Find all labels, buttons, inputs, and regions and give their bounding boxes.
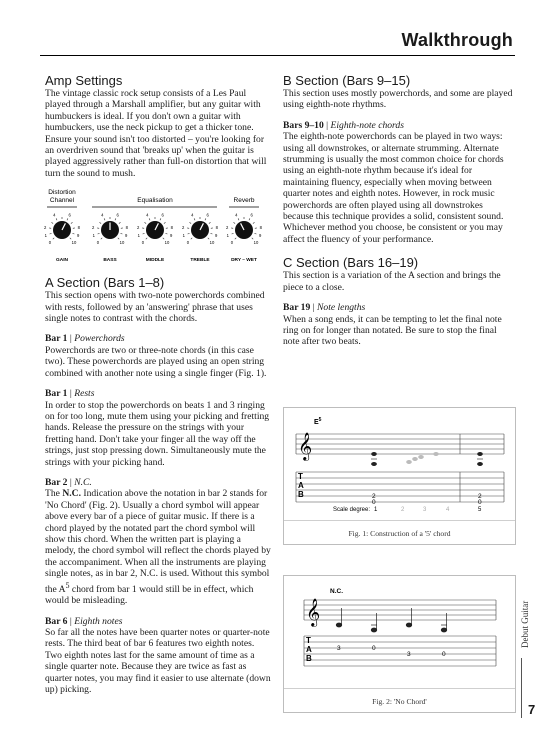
knob-scale-label: 9 <box>169 233 173 239</box>
knob-scale-label: 0 <box>186 240 190 246</box>
fig1-degree-3: 3 <box>423 507 427 513</box>
knob-tick <box>99 223 101 224</box>
bar1-powerchords-text: Powerchords are two or three-note chords (in this case two). These powerchords are played using an open string combined with another note using a single finger (Fig. 1). <box>45 344 267 379</box>
fig1-tab-fret-high-2: 2 <box>478 493 482 500</box>
amp-knob-dry-wet <box>226 213 263 263</box>
side-book-label: Debut Guitar <box>520 600 530 648</box>
fig1-degree-2: 2 <box>401 507 405 513</box>
knob-scale-label: 0 <box>96 240 100 246</box>
knob-tick <box>210 234 212 235</box>
section-c-heading: C Section (Bars 16–19) <box>283 255 419 271</box>
knob-scale-label: 6 <box>68 212 71 218</box>
fig2-tab-letter-t: T <box>306 636 311 645</box>
amp-settings-heading: Amp Settings <box>45 73 123 88</box>
knob-scale-label: 8 <box>215 225 218 231</box>
left-column <box>45 74 271 695</box>
figure-2-no-chord <box>283 575 516 713</box>
equalisation-label: Equalisation <box>137 197 173 205</box>
knob-tick <box>165 234 167 235</box>
knob-scale-label: 4 <box>191 212 194 218</box>
knob-tick <box>149 219 150 221</box>
knob-tick <box>98 234 100 235</box>
knob-tick <box>119 223 121 224</box>
distortion-label: Distortion <box>48 189 76 197</box>
section-b-intro: This section uses mostly powerchords, and some are played using eighth-note rhythms. <box>283 88 513 111</box>
fig1-staff <box>296 434 504 454</box>
knob-scale-label: 10 <box>253 240 259 246</box>
knob-label: TREBLE <box>190 258 210 264</box>
amp-knob-treble <box>182 213 219 263</box>
fig1-degree-4: 4 <box>446 507 450 513</box>
reverb-label: Reverb <box>233 197 255 205</box>
bar1-rests-label: Bar 1 | Rests <box>45 388 95 400</box>
knob-tick <box>233 223 235 224</box>
knob-tick <box>235 238 236 239</box>
knob-tick <box>194 219 195 221</box>
knob-tick <box>71 223 73 224</box>
knob-scale-label: 6 <box>206 212 209 218</box>
knob-tick <box>254 234 256 235</box>
knob-scale-label: 8 <box>125 225 128 231</box>
knob-scale-label: 9 <box>76 233 80 239</box>
bar1-rests-text: In order to stop the powerchords on beats 1 and 3 ringing on for too long, mute them using your picking and fretting hands. Release the pressure on the strings with your fretting hand. Don't take your finger all the way off the strings, just stop pressing down. Simultaneously mute the strings with your picking hand. <box>45 399 270 468</box>
knob-scale-label: 4 <box>53 212 56 218</box>
knob-label: MIDDLE <box>145 258 165 264</box>
knob-label: DRY – WET <box>231 258 257 264</box>
fig1-caption: Fig. 1: Construction of a '5' chord <box>348 529 451 538</box>
fig2-caption: Fig. 2: 'No Chord' <box>372 697 427 706</box>
amp-knob-middle <box>137 213 174 263</box>
bars-9-10-label: Bars 9–10 | Eighth-note chords <box>283 119 404 131</box>
knob-tick <box>56 219 57 221</box>
knob-tick <box>188 234 190 235</box>
knob-scale-label: 9 <box>258 233 262 239</box>
amp-knobs-svg <box>45 187 271 265</box>
knob-tick <box>164 223 166 224</box>
bar1-powerchords-label: Bar 1 | Powerchords <box>45 333 125 345</box>
fig2-tab-letter-a: A <box>306 645 312 654</box>
bar19-text: When a song ends, it can be tempting to let the final note ring on for longer than notated. Be sure to stop the final note after two beats. <box>283 313 502 348</box>
fig1-notation-svg <box>284 408 515 544</box>
bar2-nc-label: Bar 2 | N.C. <box>45 476 92 488</box>
knob-scale-label: 6 <box>161 212 164 218</box>
fig1-tab-staff <box>296 472 504 502</box>
bar2-nc-text: The N.C. Indication above the notation in bar 2 stands for 'No Chord' (Fig. 2). Usually a chord symbol will appear above every bar of a piece of guitar music. If there is a chord played by the notated part the chord symbol will show this chord. When the written part is playing a melody, the chord symbol will reflect the chords played by the accompaniment. When all the instruments are playing single notes, as in bar 2, N.C. is used. Without this symbol the $A^5$ chord from bar 1 would still be in effect, which would be misleading. <box>45 488 271 607</box>
knob-tick <box>51 223 53 224</box>
fig1-caption-rule <box>284 520 515 521</box>
knob-scale-label: 6 <box>250 212 253 218</box>
bars-9-10-text: The eighth-note powerchords can be played in two ways: using all downstrokes, or alternate strumming. Alternate strumming is usually the most common choice for chords using an eighth-note rhythm because it's ideal for maintaining fluency, especially when moving between quarter notes and eighth notes. However, in rock music powerchords are often played using all downstrokes because this technique provides a solid, consistent sound. Whichever method you choose, be consistent or you may affect the fluency of your performance. <box>283 131 504 245</box>
amp-knob-bass <box>92 213 129 263</box>
fig1-tab-letter-a: A <box>298 481 304 490</box>
fig1-chord-symbol: $E^5$ <box>314 417 322 426</box>
amp-settings-text: The vintage classic rock setup consists of a Les Paul played through a Marshall amplifier, but any guitar with humbuckers is ideal. If you don't own a guitar with humbuckers, use the neck pickup to get a thicker tone. Ensure your sound isn't too distorted – you're looking for an overdriven sound that 'breaks up' when the guitar is played aggressively rather than full-on distortion that will turn the sound to mush. <box>45 88 267 179</box>
knob-tick <box>144 223 146 224</box>
knob-tick <box>50 234 52 235</box>
bar6-eighth-notes-text: So far all the notes have been quarter notes or quarter-note rests. The third beat of bar 6 features two eighth notes. Two eighth notes last for the same amount of time as a single quarter note. Because they are twice as fast as quarter notes, you may find it easier to use alternate (down up) picking. <box>45 627 271 696</box>
knob-scale-label: 2 <box>182 225 185 231</box>
right-column <box>283 74 513 348</box>
knob-scale-label: 10 <box>71 240 77 246</box>
knob-scale-label: 2 <box>44 225 47 231</box>
fig2-tab-fret-3: 3 <box>407 651 411 658</box>
knob-tick <box>101 238 102 239</box>
knob-scale-label: 4 <box>235 212 238 218</box>
knob-scale-label: 1 <box>92 233 96 239</box>
fig1-degree-5: 5 <box>478 507 482 513</box>
channel-label: Channel <box>49 197 75 205</box>
figure-1-e5-chord <box>283 407 516 545</box>
knob-tick <box>191 238 192 239</box>
amp-knob-gain <box>44 213 81 263</box>
knob-scale-label: 0 <box>230 240 234 246</box>
knob-scale-label: 1 <box>137 233 141 239</box>
fig2-tab-staff <box>304 636 496 666</box>
knob-tick <box>53 238 54 239</box>
knob-tick <box>232 234 234 235</box>
title-rule <box>40 55 515 56</box>
knob-tick <box>67 219 68 221</box>
knob-label: BASS <box>103 258 117 264</box>
knob-scale-label: 8 <box>77 225 80 231</box>
knob-scale-label: 2 <box>137 225 140 231</box>
fig2-tab-fret-2: 0 <box>372 645 376 652</box>
section-a-intro: This section opens with two-note powerchords combined with rests, followed by an 'answering' phrase that uses single notes to contrast with the chords. <box>45 290 265 325</box>
knob-tick <box>249 219 250 221</box>
knob-scale-label: 4 <box>146 212 149 218</box>
knob-tick <box>72 234 74 235</box>
knob-tick <box>120 234 122 235</box>
section-c-intro: This section is a variation of the A section and brings the piece to a close. <box>283 270 501 293</box>
knob-scale-label: 6 <box>116 212 119 218</box>
section-b-heading: B Section (Bars 9–15) <box>283 73 411 88</box>
knob-tick <box>238 219 239 221</box>
fig1-treble-clef: 𝄞 <box>298 432 313 460</box>
bar6-eighth-notes-label: Bar 6 | Eighth notes <box>45 615 123 627</box>
fig2-nc-symbol: N.C. <box>330 588 343 595</box>
bar19-label: Bar 19 | Note lengths <box>283 302 366 314</box>
fig1-degree-1: 1 <box>374 507 378 513</box>
fig2-tab-fret-1: 3 <box>337 645 341 652</box>
knob-scale-label: 1 <box>226 233 230 239</box>
knob-tick <box>143 234 145 235</box>
fig1-tab-fret-high: 2 <box>372 493 376 500</box>
knob-tick <box>253 223 255 224</box>
knob-scale-label: 10 <box>209 240 215 246</box>
knob-scale-label: 10 <box>119 240 125 246</box>
fig1-tab-letter-t: T <box>298 472 303 481</box>
knob-label: GAIN <box>56 258 68 264</box>
fig1-tab-fret-low-2: 0 <box>478 499 482 506</box>
knob-tick <box>189 223 191 224</box>
side-rule <box>521 658 522 718</box>
knob-tick <box>104 219 105 221</box>
knob-scale-label: 8 <box>170 225 173 231</box>
knob-scale-label: 1 <box>44 233 48 239</box>
knob-scale-label: 9 <box>124 233 128 239</box>
fig1-tab-letter-b: B <box>298 490 304 499</box>
knob-scale-label: 2 <box>226 225 229 231</box>
knob-scale-label: 9 <box>214 233 218 239</box>
fig2-tab-letter-b: B <box>306 654 312 663</box>
fig2-caption-rule <box>284 688 515 689</box>
fig2-staff <box>304 600 496 620</box>
knob-scale-label: 2 <box>92 225 95 231</box>
amp-settings-diagram <box>45 187 271 265</box>
knob-scale-label: 10 <box>164 240 170 246</box>
knob-scale-label: 1 <box>182 233 186 239</box>
knob-scale-label: 0 <box>48 240 52 246</box>
fig1-scale-label: Scale degree: <box>333 507 371 513</box>
section-a-heading: A Section (Bars 1–8) <box>45 275 165 291</box>
fig2-treble-clef: 𝄞 <box>306 598 321 626</box>
knob-tick <box>115 219 116 221</box>
knob-tick <box>209 223 211 224</box>
knob-scale-label: 8 <box>259 225 262 231</box>
knob-tick <box>146 238 147 239</box>
knob-tick <box>160 219 161 221</box>
knob-scale-label: 4 <box>101 212 104 218</box>
page-number: 7 <box>528 702 536 717</box>
fig1-tab-fret-low: 0 <box>372 499 376 506</box>
fig2-tab-fret-4: 0 <box>442 651 446 658</box>
fig2-notation-svg <box>284 576 515 712</box>
knob-scale-label: 0 <box>141 240 145 246</box>
knob-tick <box>205 219 206 221</box>
page-title: Walkthrough <box>401 30 513 50</box>
